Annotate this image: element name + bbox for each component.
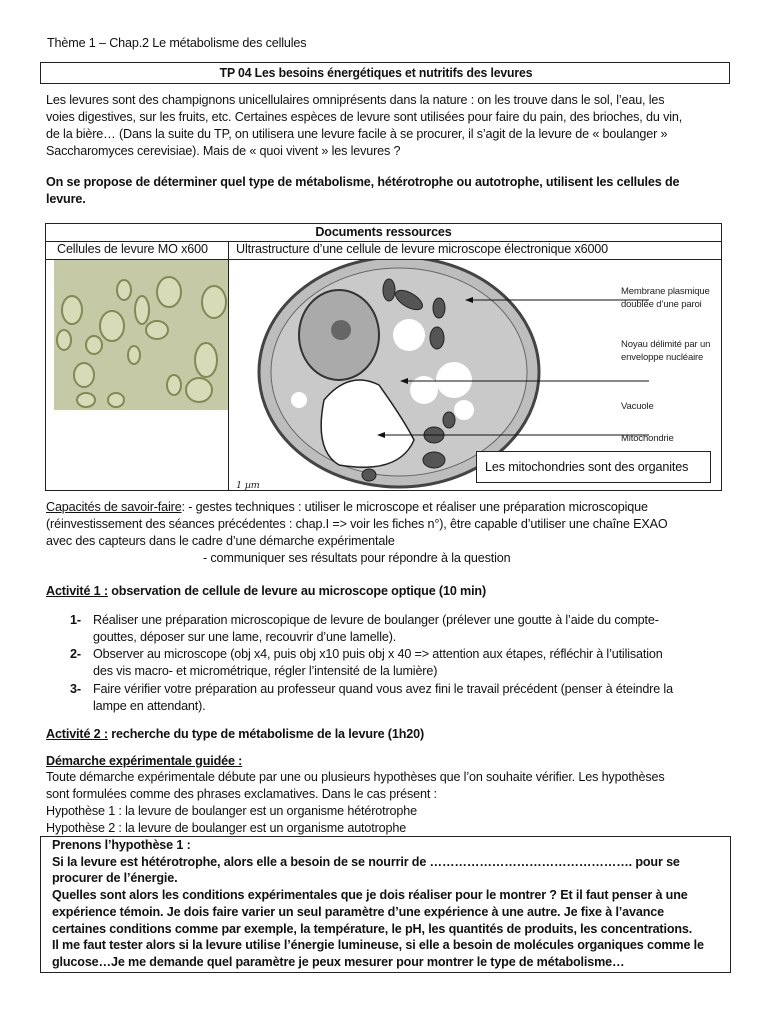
list-number: 1-: [70, 613, 81, 627]
label-mitochondrie: Mitochondrie: [621, 433, 674, 444]
label-noyau: enveloppe nucléaire: [621, 352, 704, 363]
demarche-line: Hypothèse 1 : la levure de boulanger est un organisme hétérotrophe: [46, 804, 417, 818]
label-vacuole: Vacuole: [621, 401, 654, 412]
hypo-line: glucose…Je me demande quel paramètre je peux mesurer pour montrer le type de métabolisme…: [52, 955, 625, 969]
intro-line: de la bière… (Dans la suite du TP, on utilisera une levure facile à se procurer, il s’agit de la levure de « boulanger »: [46, 127, 668, 141]
list-item: Faire vérifier votre préparation au professeur quand vous avez fini le travail précédent (penser à éteindre la: [93, 682, 673, 696]
list-item: lampe en attendant).: [93, 699, 206, 713]
list-item: Observer au microscope (obj x4, puis obj x10 puis obj x 40 => attention aux étapes, réfléchir à l’utilisation: [93, 647, 663, 661]
tp-title: TP 04 Les besoins énergétiques et nutritifs des levures: [219, 66, 533, 80]
question-line: On se propose de déterminer quel type de métabolisme, hétérotrophe ou autotrophe, utilisent les cellules de: [46, 175, 680, 189]
col1-header: Cellules de levure MO x600: [57, 242, 208, 256]
note-text: Les mitochondries sont des organites: [485, 460, 689, 474]
list-number: 2-: [70, 647, 81, 661]
intro-line: voies digestives, sur les fruits, etc. Certaines espèces de levure sont utilisées pour faire du pain, des brioches, du vin,: [46, 110, 683, 124]
hypo-line: expérience témoin. Je dois faire varier un seul paramètre d’une expérience à une autre. Je fixe à l’avance: [52, 905, 664, 919]
page-header: Thème 1 – Chap.2 Le métabolisme des cellules: [47, 36, 307, 50]
list-item: gouttes, déposer sur une lame, recouvrir d’une lamelle).: [93, 630, 397, 644]
question-line: levure.: [46, 192, 86, 206]
label-noyau: Noyau délimité par un: [621, 339, 711, 350]
label-membrane: doublée d’une paroi: [621, 299, 702, 310]
capacites-line: - communiquer ses résultats pour répondre à la question: [203, 551, 511, 565]
list-item: des vis macro- et micrométrique, régler l’intensité de la lumière): [93, 664, 438, 678]
resources-table: [45, 223, 722, 491]
capacites-line: avec des capteurs dans le cadre d’une démarche expérimentale: [46, 534, 395, 548]
title-box: [40, 62, 730, 84]
demarche-line: sont formulées comme des phrases exclamatives. Dans le cas présent :: [46, 787, 437, 801]
scale-bar: 1 µm: [236, 480, 260, 491]
list-number: 3-: [70, 682, 81, 696]
list-item: Réaliser une préparation microscopique de levure de boulanger (prélever une goutte à l’aide du compte-: [93, 613, 659, 627]
mitochondria-note: [476, 451, 711, 483]
col2-header: Ultrastructure d’une cellule de levure microscope électronique x6000: [236, 242, 609, 256]
activite2-heading: Activité 2 : recherche du type de métabolisme de la levure (1h20): [46, 727, 425, 741]
demarche-label: Démarche expérimentale guidée :: [46, 754, 243, 768]
activite1-heading: Activité 1 : observation de cellule de levure au microscope optique (10 min): [46, 584, 487, 598]
intro-line: Les levures sont des champignons unicellulaires omniprésents dans la nature : on les trouve dans le sol, l’eau, les: [46, 93, 665, 107]
demarche-line: Toute démarche expérimentale débute par une ou plusieurs hypothèses que l’on souhaite vérifier. Les hypothèses: [46, 770, 665, 784]
intro-line: Saccharomyces cerevisiae). Mais de « quoi vivent » les levures ?: [46, 144, 401, 158]
hypo-line: procurer de l’énergie.: [52, 871, 178, 885]
hypo-line: certaines conditions comme par exemple, la température, le pH, les quantités de produits, les concentrations.: [52, 922, 693, 936]
yeast-micrograph: [54, 260, 228, 410]
capacites-label: Capacités de savoir-faire: [46, 500, 182, 514]
hypo-line: Il me faut tester alors si la levure utilise l’énergie lumineuse, si elle a besoin de molécules organiques comme le: [52, 938, 704, 952]
capacites-line: : - gestes techniques : utiliser le microscope et réaliser une préparation microscopique: [181, 500, 648, 514]
label-membrane: Membrane plasmique: [621, 286, 710, 297]
capacites-line: (réinvestissement des séances précédentes : chap.I => voir les fiches n°), être capable d’utiliser une chaîne EXAO: [46, 517, 668, 531]
hypo-line: Si la levure est hétérotrophe, alors elle a besoin de se nourrir de …………………………………………. pour se: [52, 855, 680, 869]
demarche-line: Hypothèse 2 : la levure de boulanger est un organisme autotrophe: [46, 821, 407, 835]
table-header: Documents ressources: [315, 225, 452, 239]
hypo-line: Prenons l’hypothèse 1 :: [52, 838, 191, 852]
hypothesis-box: [40, 836, 731, 973]
hypo-line: Quelles sont alors les conditions expérimentales que je dois réaliser pour le montrer ? Et il faut penser à une: [52, 888, 688, 902]
